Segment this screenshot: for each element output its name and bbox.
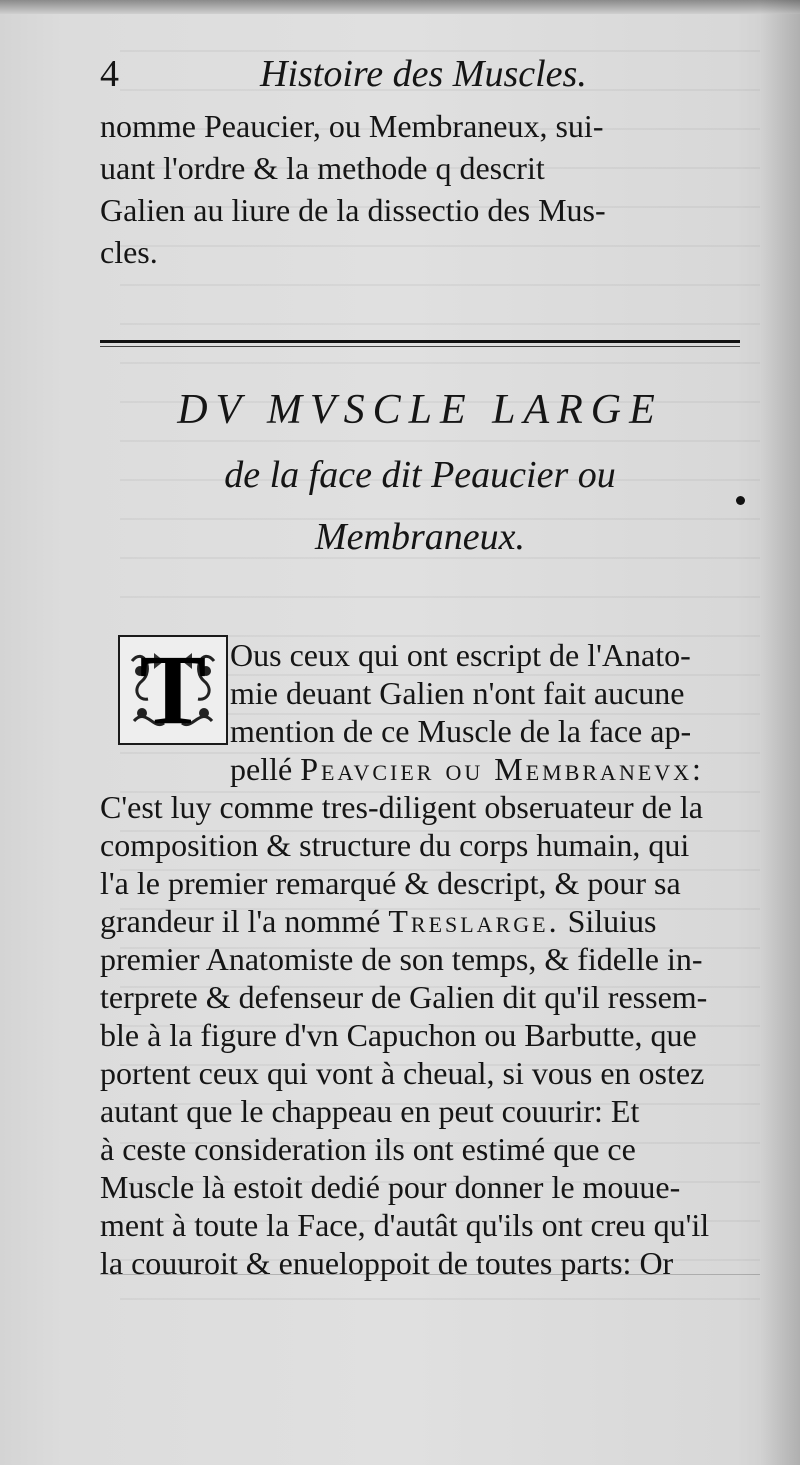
page-header [100, 52, 740, 102]
text-line: l'a le premier remarqué & descript, & pour sa [100, 865, 681, 901]
text-line: ble à la figure d'vn Capuchon ou Barbutte, que [100, 1017, 697, 1053]
chapter-title: DV MVSCLE LARGE [177, 387, 663, 433]
text-line: portent ceux qui vont à cheual, si vous en ostez [100, 1055, 705, 1091]
section-rule-thin [100, 346, 740, 347]
text-line: uant l'ordre & la methode q descrit [100, 150, 545, 186]
text-line: premier Anatomiste de son temps, & fidelle in- [100, 941, 703, 977]
text-line: cles. [100, 234, 158, 270]
text-line: terprete & defenseur de Galien dit qu'il ressem- [100, 979, 708, 1015]
text-line: Ous ceux qui ont escript de l'Anato- [230, 637, 691, 673]
text-line: nomme Peaucier, ou Membraneux, sui- [100, 108, 604, 144]
text-line: à ceste consideration ils ont estimé que ce [100, 1131, 636, 1167]
text-line: composition & structure du corps humain, qui [100, 827, 690, 863]
text-line: mention de ce Muscle de la face ap- [230, 713, 692, 749]
text-line: la couuroit & enueloppoit de toutes parts: Or [100, 1245, 674, 1281]
decorated-initial [118, 635, 228, 745]
ink-spot [736, 496, 745, 505]
drop-cap-letter: T [139, 634, 207, 745]
page-top-edge [0, 0, 800, 14]
text-segment: pellé [230, 751, 301, 787]
smallcaps-term: Treslarge. [388, 903, 560, 939]
text-line [230, 749, 760, 789]
text-line [100, 901, 760, 941]
text-line: ment à toute la Face, d'autât qu'ils ont creu qu'il [100, 1207, 710, 1243]
page-right-shadow [760, 0, 800, 1465]
text-line: C'est luy comme tres-diligent obseruateur de la [100, 789, 703, 825]
text-line: mie deuant Galien n'ont fait aucune [230, 675, 685, 711]
text-line: autant que le chappeau en peut couurir: Et [100, 1093, 640, 1129]
text-segment: grandeur il l'a nommé [100, 903, 389, 939]
running-title: Histoire des Muscles. [260, 53, 587, 95]
page-number: 4 [100, 53, 119, 95]
section-rule [100, 340, 740, 343]
bottom-hairline [100, 1274, 760, 1275]
chapter-subtitle-line: de la face dit Peaucier ou [224, 454, 616, 496]
smallcaps-term: Peavcier ou Membranevx: [300, 751, 704, 787]
text-line: Galien au liure de la dissectio des Mus- [100, 192, 606, 228]
text-segment: Siluius [559, 903, 657, 939]
chapter-subtitle-line: Membraneux. [315, 516, 525, 558]
text-line: Muscle là estoit dedié pour donner le mouue- [100, 1169, 681, 1205]
